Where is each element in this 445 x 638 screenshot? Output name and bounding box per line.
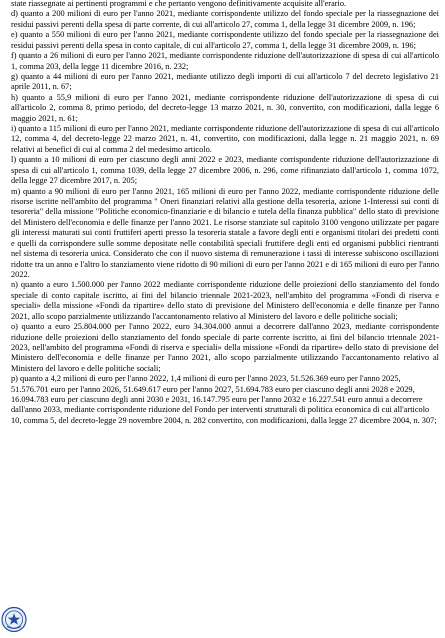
emblem-seal-icon [1, 606, 27, 633]
paragraph-p: p) quanto a 4,2 milioni di euro per l'anno 2022, 1,4 milioni di euro per l'anno 2023, 51.526.369 euro per l'anno 2025, 51.576.701 euro per l'anno 2026, 51.649.617 euro per l'anno 2027, 51.694.783 euro per ciascuno degli anni 2028 e 2029, 16.094.783 euro per ciascuno degli anni 2030 e 2031, 16.147.795 euro per l'anno 2032 e 16.227.541 euro annui a decorrere dall'anno 2033, mediante corrispondente riduzione del Fondo per interventi strutturali di politica economica di cui all'articolo 10, comma 5, del decreto-legge 29 novembre 2004, n. 282 convertito, con modificazioni, dalla legge 27 dicembre 2004, n. 307; [11, 374, 437, 425]
paragraph-f: f) quanto a 26 milioni di euro per l'anno 2021, mediante corrispondente riduzione dell'autorizzazione di spesa di cui all'articolo 1, comma 203, della legge 11 dicembre 2016, n. 232; [11, 51, 439, 71]
paragraph-d: d) quanto a 200 milioni di euro per l'anno 2021, mediante corrispondente utilizzo del fondo speciale per la riassegnazione dei residui passivi perenti della spesa di parte corrente, di cui all'articolo 27, comma 1, della legge 31 dicembre 2009, n. 196; [11, 9, 439, 29]
paragraph-intro: state riassegnate ai pertinenti programmi e che pertanto vengono definitivamente acquisite all'erario. [11, 0, 347, 8]
paragraph-m: m) quanto a 90 milioni di euro per l'anno 2021, 165 milioni di euro per l'anno 2022, mediante corrispondente riduzione delle risorse iscritte nell'ambito del programma " Oneri finanziari relativi alla gestione della tesoreria, azione 1-Interessi sui conti di tesoreria" della missione "Politiche economico-finanziarie e di bilancio e tutela della finanza pubblica" dello stato di previsione del Ministero dell'economia e delle finanze per l'anno 2021. Le risorse stanziate sul capitolo 3100 vengono utilizzate per pagare gli interessi maturati sui conti fruttiferi aperti presso la tesoreria statale a favore degli enti e organismi titolari dei predetti conti e quelli da corrispondere sulle somme depositate nelle contabilità speciali fruttifere degli enti ed organismi pubblici rientranti nel sistema di tesoreria unica. Considerato che con il nuovo sistema di remunerazione i tassi di interesse subiscono oscillazioni ridotte tra un anno e l'altro lo stanziamento viene ridotto di 90 milioni di euro per l'anno 2021 e di 165 milioni di euro per l'anno 2022. [11, 186, 439, 279]
paragraph-i: i) quanto a 115 milioni di euro per l'anno 2021, mediante corrispondente riduzione dell'autorizzazione di spesa di cui all'articolo 12, comma 4, del decreto-legge 22 marzo 2021, n. 41, convertito, con modificazioni, dalla legge n. 21 maggio 2021, n. 69 relativi ai benefici di cui al comma 2 del medesimo articolo. [11, 124, 439, 154]
document-body [11, 0, 439, 426]
paragraph-e: e) quanto a 550 milioni di euro per l'anno 2021, mediante corrispondente utilizzo del fondo speciale per la riassegnazione dei residui passivi perenti della spesa in conto capitale, di cui all'articolo 27, comma 1, della legge 31 dicembre 2009, n. 196; [11, 30, 439, 50]
paragraph-o: o) quanto a euro 25.804.000 per l'anno 2022, euro 34.304.000 annui a decorrere dall'anno 2023, mediante corrispondente riduzione delle proiezioni dello stanziamento del fondo speciale di parte corrente iscritto, ai fini del bilancio triennale 2021-2023, nell'ambito del programma «Fondi di riserva e speciali» della missione «Fondi da ripartire» dello stato di previsione del Ministero dell'economia e delle finanze per l'anno 2021, allo scopo parzialmente utilizzando l'accantonamento relativo al Ministero del lavoro e delle politiche sociali; [11, 322, 439, 373]
paragraph-l: l) quanto a 10 milioni di euro per ciascuno degli anni 2022 e 2023, mediante corrispondente riduzione dell'autorizzazione di spesa di cui all'articolo 1, comma 1039, della legge 27 dicembre 2006, n. 296, come rifinanziato dall'articolo 1, comma 1072, della legge 27 dicembre 2017, n. 205; [11, 155, 439, 186]
paragraph-n: n) quanto a euro 1.500.000 per l'anno 2022 mediante corrispondente riduzione delle proiezioni dello stanziamento del fondo speciale di conto capitale iscritto, ai fini del bilancio triennale 2021-2023, nell'ambito del programma «Fondi di riserva e speciali» della missione «Fondi da ripartire» dello stato di previsione del Ministero dell'economia e delle finanze per l'anno 2021, allo scopo parzialmente utilizzando l'accantonamento relativo al Ministero del lavoro e delle politiche sociali; [11, 280, 439, 321]
paragraph-h: h) quanto a 55,9 milioni di euro per l'anno 2021, mediante corrispondente riduzione dell'autorizzazione di spesa di cui all'articolo 2, comma 8, primo periodo, del decreto-legge 13 marzo 2021, n. 30, convertito, con modificazioni, dalla legge 6 maggio 2021, n. 61; [11, 92, 439, 123]
paragraph-g: g) quanto a 44 milioni di euro per l'anno 2021, mediante utilizzo degli importi di cui all'articolo 7 del decreto legislativo 21 aprile 2011, n. 67; [11, 71, 439, 92]
